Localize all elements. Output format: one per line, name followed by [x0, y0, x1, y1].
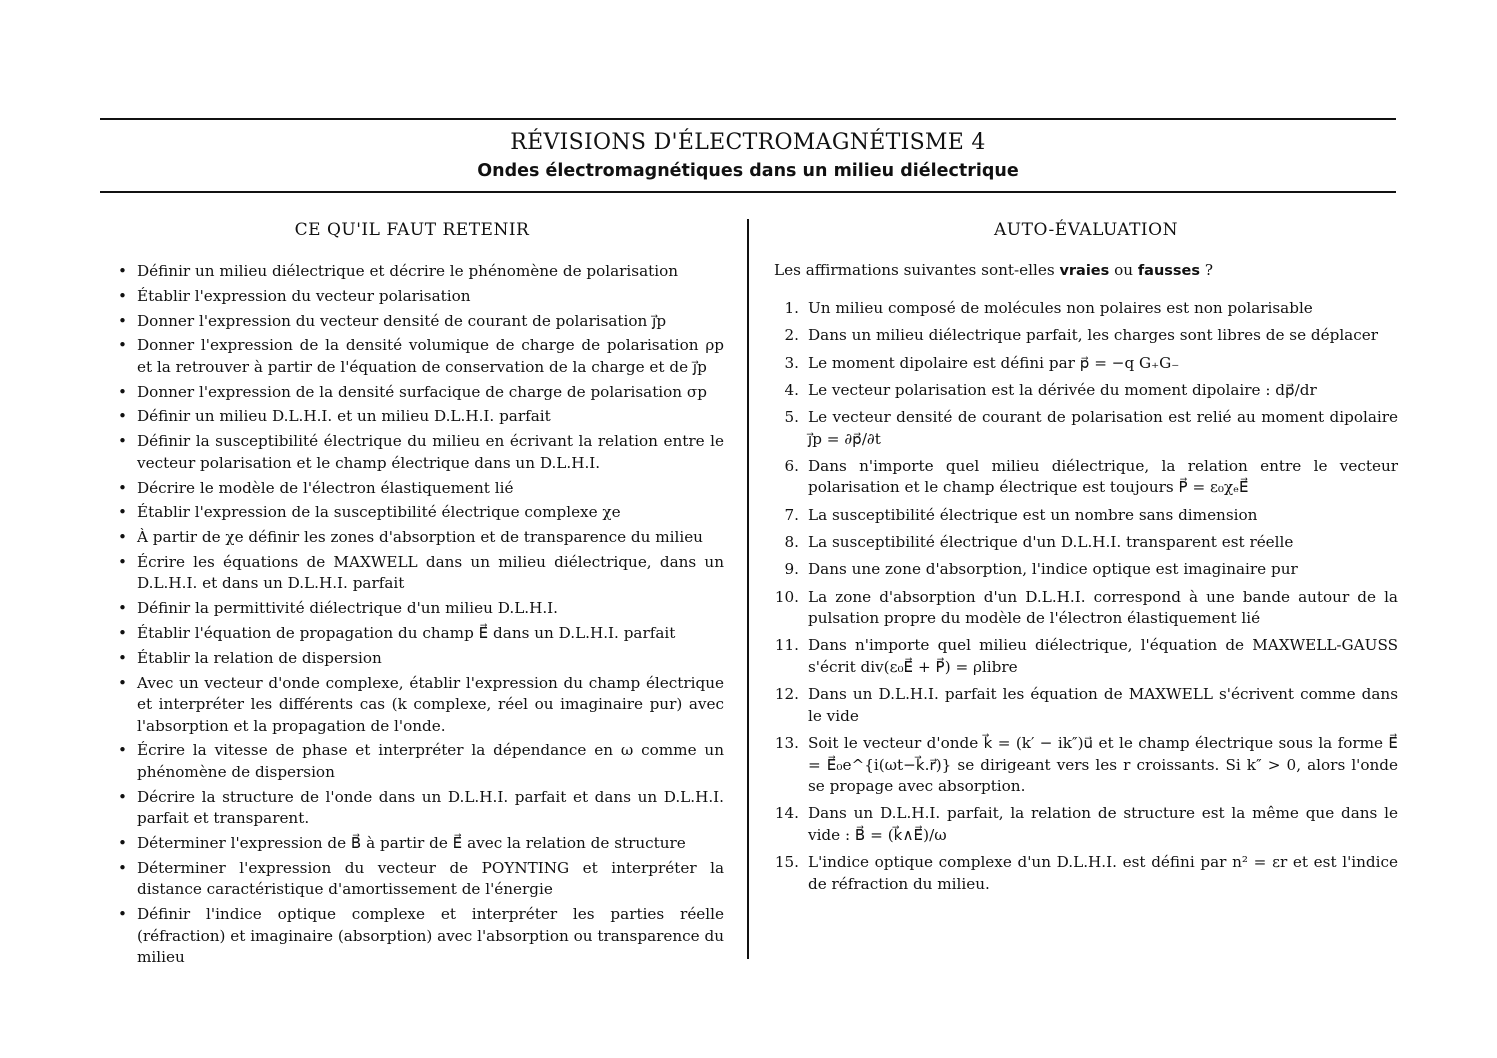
objectives-list — [112, 261, 724, 972]
list-item: • Définir l'indice optique complexe et interpréter les parties réelle (réfraction) et imaginaire (absorption) avec l'absorption ou transparence du milieu — [112, 904, 724, 969]
item-text: Dans un D.L.H.I. parfait, la relation de structure est la même que dans le vide : B⃗ = (k⃗∧E⃗)/ω — [808, 804, 1398, 844]
top-rule — [100, 118, 1396, 120]
list-item — [774, 733, 1398, 798]
list-item: • Définir un milieu D.L.H.I. et un milieu D.L.H.I. parfait — [112, 406, 724, 428]
list-item: • Définir la permittivité diélectrique d'un milieu D.L.H.I. — [112, 598, 724, 620]
list-item: • Écrire la vitesse de phase et interpréter la dépendance en ω comme un phénomène de dispersion — [112, 740, 724, 783]
item-number: 3. — [784, 353, 799, 372]
item-number: 8. — [784, 533, 799, 552]
list-item — [774, 684, 1398, 727]
quiz-intro: Les affirmations suivantes sont-elles vraies ou fausses ? — [774, 261, 1214, 279]
page-subtitle: Ondes électromagnétiques dans un milieu diélectrique — [477, 161, 1019, 181]
list-item — [774, 852, 1398, 895]
item-text: La susceptibilité électrique d'un D.L.H.I. transparent est réelle — [808, 533, 1294, 552]
list-item: • À partir de χe définir les zones d'absorption et de transparence du milieu — [112, 527, 724, 549]
item-text: Dans n'importe quel milieu diélectrique, l'équation de MAXWELL-GAUSS s'écrit div(ε₀E⃗ + P⃗) = ρlibre — [808, 636, 1398, 676]
list-item: • Établir l'expression de la susceptibilité électrique complexe χe — [112, 502, 724, 524]
item-text: Le vecteur densité de courant de polarisation est relié au moment dipolaire j⃗p = ∂p⃗/∂t — [808, 408, 1398, 448]
column-divider — [747, 219, 749, 959]
list-item: • Donner l'expression de la densité volumique de charge de polarisation ρp et la retrouver à partir de l'équation de conservation de la charge et de j⃗p — [112, 335, 724, 378]
item-text: Un milieu composé de molécules non polaires est non polarisable — [808, 299, 1313, 317]
list-item — [774, 803, 1398, 846]
intro-bold-false: fausses — [1137, 263, 1201, 279]
list-item — [774, 325, 1398, 347]
list-item: • Donner l'expression du vecteur densité de courant de polarisation j⃗p — [112, 311, 724, 333]
list-item — [774, 407, 1398, 450]
list-item: • Décrire la structure de l'onde dans un D.L.H.I. parfait et dans un D.L.H.I. parfait et transparent. — [112, 787, 724, 830]
self-assessment-list — [774, 298, 1398, 901]
list-item: • Établir la relation de dispersion — [112, 648, 724, 670]
item-number: 11. — [774, 636, 799, 655]
list-item: • Avec un vecteur d'onde complexe, établir l'expression du champ électrique et interpréter les différents cas (k complexe, réel ou imaginaire pur) avec l'absorption et la propagation de l'onde. — [112, 673, 724, 738]
list-item — [774, 505, 1398, 527]
item-number: 5. — [784, 408, 799, 427]
page-title: RÉVISIONS D'ÉLECTROMAGNÉTISME 4 — [510, 130, 986, 155]
intro-bold-true: vraies — [1059, 263, 1110, 279]
item-number: 4. — [784, 380, 799, 399]
list-item: • Définir la susceptibilité électrique du milieu en écrivant la relation entre le vecteur polarisation et le champ électrique dans un D.L.H.I. — [112, 431, 724, 474]
list-item — [774, 298, 1398, 320]
list-item — [774, 532, 1398, 554]
left-column-heading: CE QU'IL FAUT RETENIR — [294, 220, 530, 240]
item-number: 6. — [784, 456, 799, 475]
list-item: • Écrire les équations de MAXWELL dans un milieu diélectrique, dans un D.L.H.I. et dans un D.L.H.I. parfait — [112, 552, 724, 595]
item-text: La zone d'absorption d'un D.L.H.I. correspond à une bande autour de la pulsation propre du modèle de l'électron élastiquement lié — [808, 587, 1398, 628]
item-text: Le moment dipolaire est défini par p⃗ = −q G₊G₋ — [808, 353, 1180, 372]
item-text: Dans n'importe quel milieu diélectrique, la relation entre le vecteur polarisation et le champ électrique est toujours P⃗ = ε₀χₑE⃗ — [808, 456, 1398, 497]
item-number: 10. — [774, 587, 799, 606]
item-number: 14. — [774, 804, 799, 823]
item-number: 1. — [784, 299, 799, 317]
item-text: L'indice optique complexe d'un D.L.H.I. est défini par n² = εr et est l'indice de réfraction du milieu. — [808, 853, 1398, 893]
list-item — [774, 559, 1398, 581]
bottom-rule — [100, 191, 1396, 193]
item-text: Dans un milieu diélectrique parfait, les charges sont libres de se déplacer — [808, 326, 1378, 345]
item-text: Dans une zone d'absorption, l'indice optique est imaginaire pur — [808, 560, 1298, 579]
item-text: Soit le vecteur d'onde k⃗ = (k′ − ik″)u⃗ et le champ électrique sous la forme E⃗ = E⃗₀e^{i(ωt−k⃗.r⃗)} se dirigeant vers les r croissants. Si k″ > 0, alors l'onde se propage avec absorption. — [808, 734, 1398, 796]
item-number: 2. — [784, 326, 799, 345]
item-text: La susceptibilité électrique est un nombre sans dimension — [808, 505, 1258, 524]
item-number: 13. — [774, 734, 799, 753]
list-item: • Établir l'expression du vecteur polarisation — [112, 286, 724, 308]
item-number: 12. — [774, 685, 799, 704]
item-text: Dans un D.L.H.I. parfait les équation de MAXWELL s'écrivent comme dans le vide — [808, 685, 1398, 725]
item-number: 15. — [774, 853, 799, 872]
list-item: • Définir un milieu diélectrique et décrire le phénomène de polarisation — [112, 261, 724, 283]
list-item: • Établir l'équation de propagation du champ E⃗ dans un D.L.H.I. parfait — [112, 623, 724, 645]
item-number: 9. — [784, 560, 799, 579]
item-text: Le vecteur polarisation est la dérivée du moment dipolaire : dp⃗/dr — [808, 380, 1317, 399]
list-item — [774, 456, 1398, 499]
list-item: • Déterminer l'expression du vecteur de POYNTING et interpréter la distance caractéristique d'amortissement de l'énergie — [112, 858, 724, 901]
list-item: • Déterminer l'expression de B⃗ à partir de E⃗ avec la relation de structure — [112, 833, 724, 855]
right-column-heading: AUTO-ÉVALUATION — [994, 220, 1178, 240]
list-item — [774, 635, 1398, 678]
item-number: 7. — [784, 505, 799, 524]
list-item — [774, 587, 1398, 630]
list-item: • Donner l'expression de la densité surfacique de charge de polarisation σp — [112, 382, 724, 404]
list-item: • Décrire le modèle de l'électron élastiquement lié — [112, 478, 724, 500]
list-item — [774, 353, 1398, 375]
list-item — [774, 380, 1398, 402]
